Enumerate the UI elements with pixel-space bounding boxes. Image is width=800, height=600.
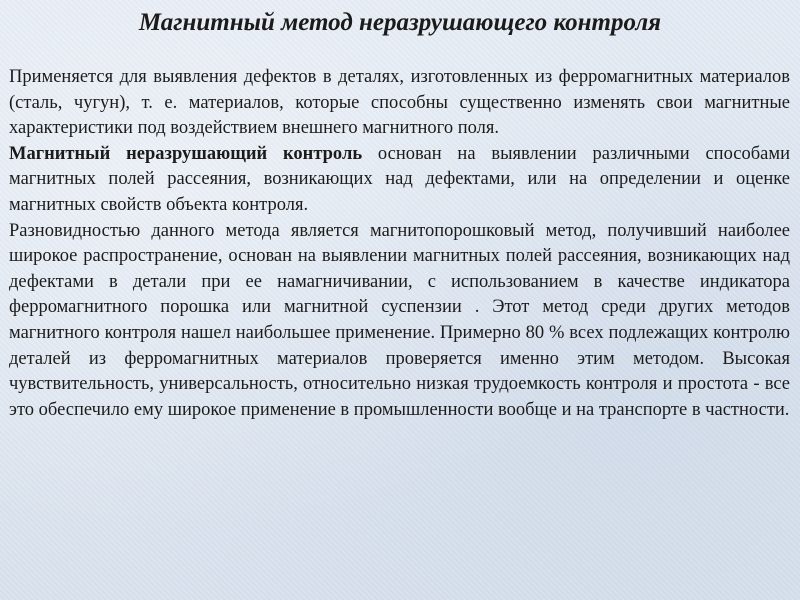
definition-text: основан на выявлении различными способами магнитных полей рассеяния, возникающих над дефектами, или на определении и оценке магнитных свойств объекта контроля. — [9, 143, 790, 215]
paragraph-definition — [9, 142, 790, 219]
slide-body — [9, 65, 790, 423]
slide-title: Магнитный метод неразрушающего контроля — [138, 9, 662, 36]
paragraph-application: Применяется для выявления дефектов в деталях, изготовленных из ферромагнитных материалов (сталь, чугун), т. е. материалов, которые способны существенно изменять свои магнитные характеристики под воздействием внешнего магнитного поля. — [9, 67, 790, 139]
paragraph-powder-method: Разновидностью данного метода является магнитопорошковый метод, получивший наиболее широкое распространение, основан на выявлении магнитных полей рассеяния, возникающих над дефектами в детали при ее намагничивании, с использованием в качестве индикатора ферромагнитного порошка или магнитной суспензии . Этот метод среди других методов магнитного контроля нашел наибольшее применение. Примерно 80 % всех подлежащих контролю деталей из ферромагнитных материалов проверяется именно этим методом. Высокая чувствительность, универсальность, относительно низкая трудоемкость контроля и простота - все это обеспечило ему широкое применение в промышленности вообще и на транспорте в частности. — [9, 220, 790, 420]
definition-lead-term: Магнитный неразрушающий контроль — [9, 143, 363, 164]
